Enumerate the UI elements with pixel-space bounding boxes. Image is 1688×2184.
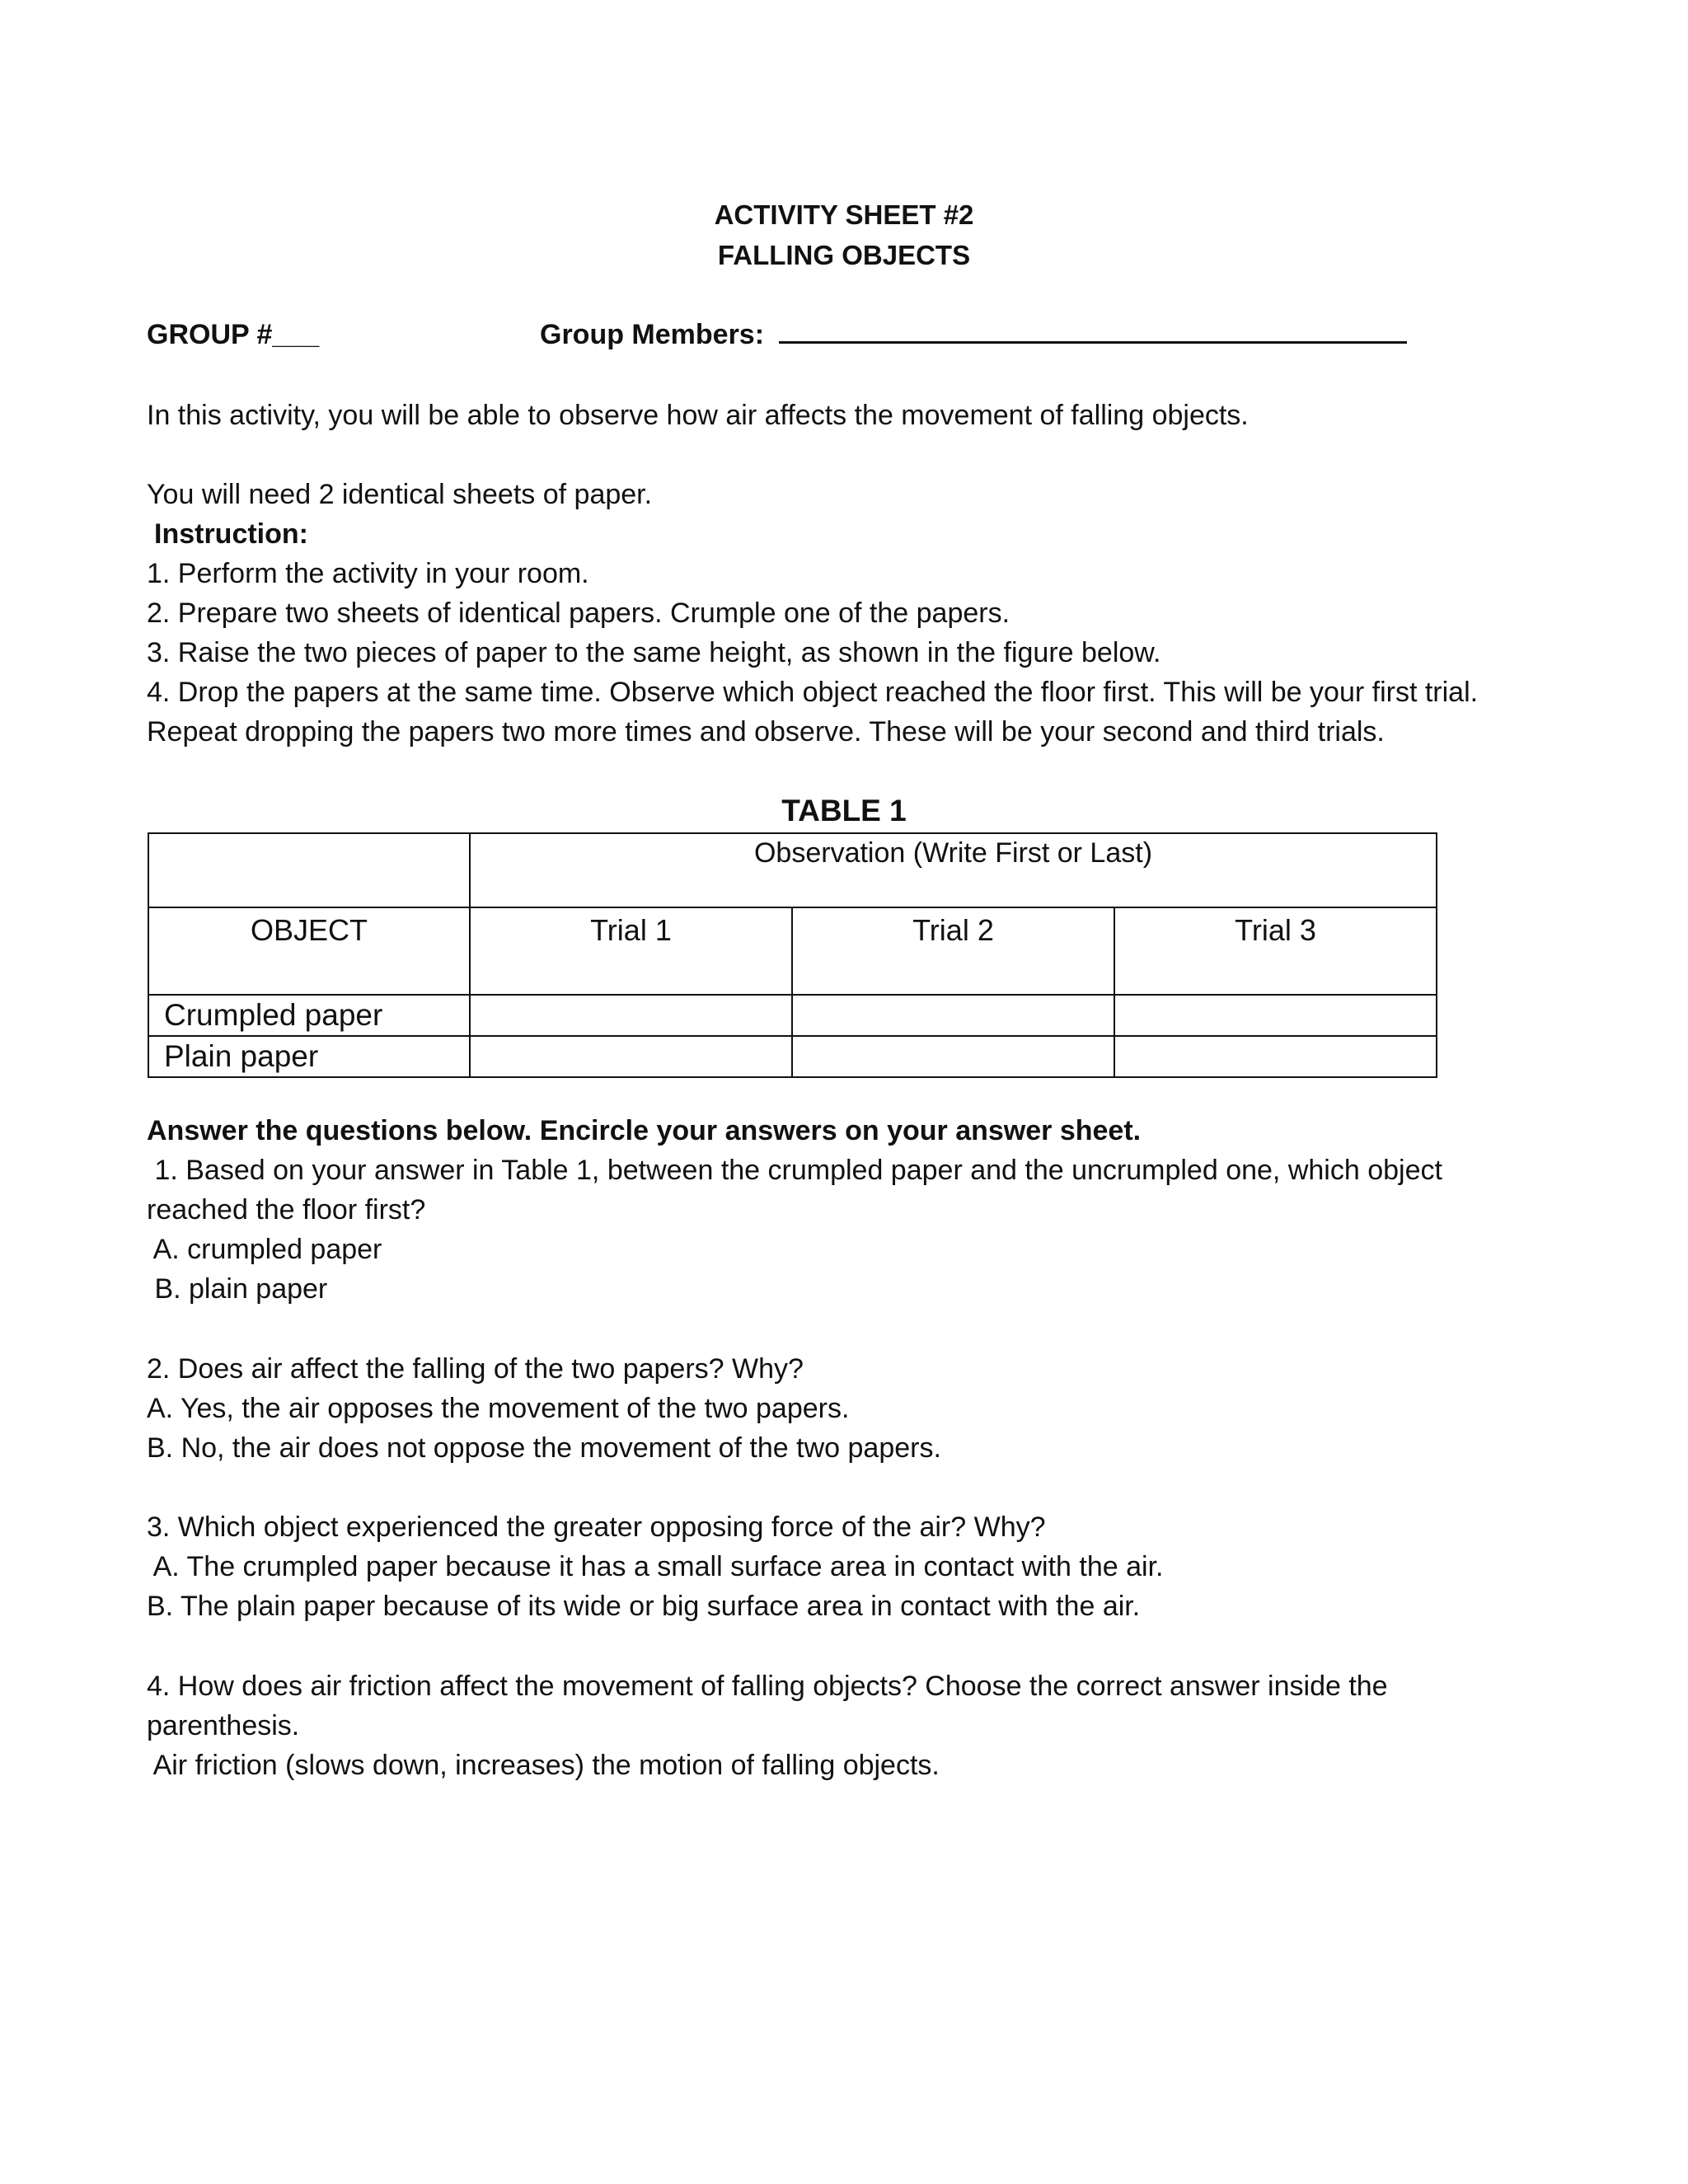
q3-question: 3. Which object experienced the greater opposing force of the air? Why? [147,1511,1046,1543]
q2-question: 2. Does air affect the falling of the two papers? Why? [147,1353,804,1385]
table-title: TABLE 1 [781,794,907,827]
step-4: 4. Drop the papers at the same time. Observe which object reached the floor first. This will be your first trial. [147,677,1479,708]
q1-line-2: reached the floor first? [147,1194,426,1226]
table-row [148,995,1437,1036]
step-3: 3. Raise the two pieces of paper to the same height, as shown in the figure below. [147,637,1161,668]
instruction-heading: Instruction: [154,518,308,550]
crumpled-trial-1-cell[interactable] [470,995,792,1036]
q4-line-1: 4. How does air friction affect the movement of falling objects? Choose the correct answer inside the [147,1671,1388,1702]
plain-trial-1-cell[interactable] [470,1036,792,1077]
object-header: OBJECT [148,907,470,995]
observation-header: Observation (Write First or Last) [470,833,1437,907]
sheet-subtitle: FALLING OBJECTS [717,240,971,270]
q1-option-a[interactable]: A. crumpled paper [147,1234,382,1265]
trial-3-header: Trial 3 [1114,907,1437,995]
q1-line-1: 1. Based on your answer in Table 1, between the crumpled paper and the uncrumpled one, which object [147,1155,1442,1186]
step-1: 1. Perform the activity in your room. [147,558,589,589]
trial-1-header: Trial 1 [470,907,792,995]
q2-option-b[interactable]: B. No, the air does not oppose the movement of the two papers. [147,1432,941,1464]
group-number-label: GROUP #___ [147,319,320,350]
crumpled-trial-2-cell[interactable] [792,995,1114,1036]
plain-trial-2-cell[interactable] [792,1036,1114,1077]
observation-table [148,832,1437,1078]
q3-option-b[interactable]: B. The plain paper because of its wide or big surface area in contact with the air. [147,1591,1141,1622]
step-2: 2. Prepare two sheets of identical papers. Crumple one of the papers. [147,598,1010,629]
row-label-crumpled: Crumpled paper [148,995,470,1036]
step-4-continued: Repeat dropping the papers two more times and observe. These will be your second and third trials. [147,716,1385,748]
group-members-row [540,318,1407,351]
questions-heading: Answer the questions below. Encircle your answers on your answer sheet. [147,1115,1142,1146]
table-row [148,1036,1437,1077]
plain-trial-3-cell[interactable] [1114,1036,1437,1077]
q4-line-2: parenthesis. [147,1710,300,1741]
table-corner-cell [148,833,470,907]
q4-answer[interactable]: Air friction (slows down, increases) the motion of falling objects. [147,1750,940,1781]
table-subheader-row [148,907,1437,995]
trial-2-header: Trial 2 [792,907,1114,995]
table-header-row [148,833,1437,907]
crumpled-trial-3-cell[interactable] [1114,995,1437,1036]
q1-option-b[interactable]: B. plain paper [147,1273,328,1305]
intro-text: In this activity, you will be able to observe how air affects the movement of falling objects. [147,400,1249,431]
q3-option-a[interactable]: A. The crumpled paper because it has a small surface area in contact with the air. [147,1551,1164,1582]
row-label-plain: Plain paper [148,1036,470,1077]
materials-text: You will need 2 identical sheets of paper. [147,479,653,510]
q2-option-a[interactable]: A. Yes, the air opposes the movement of the two papers. [147,1393,850,1424]
group-members-label: Group Members: [540,319,765,350]
group-members-blank[interactable] [779,318,1407,344]
sheet-title: ACTIVITY SHEET #2 [714,199,974,230]
